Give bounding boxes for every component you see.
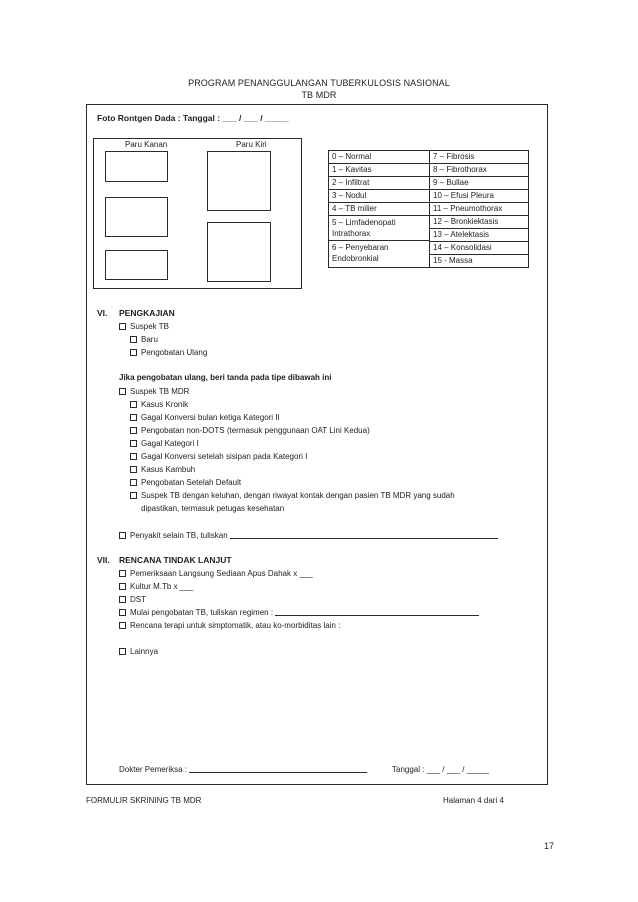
followup-label: Rencana terapi untuk simptomatik, atau ko-morbiditas lain : bbox=[130, 621, 341, 630]
option-checkbox[interactable] bbox=[130, 477, 241, 488]
checkbox-icon[interactable] bbox=[119, 622, 126, 629]
checkbox-icon[interactable] bbox=[130, 349, 137, 356]
checkbox-icon[interactable] bbox=[130, 427, 137, 434]
suspek-tb-checkbox[interactable] bbox=[119, 321, 169, 332]
right-lung-upper-box[interactable] bbox=[105, 151, 168, 182]
regimen-line[interactable] bbox=[275, 615, 479, 616]
followup-label: Pemeriksaan Langsung Sediaan Apus Dahak x ___ bbox=[130, 569, 313, 578]
legend-item: 12 – Bronkiektasis bbox=[430, 216, 528, 229]
legend-item: 2 – Infiltrat bbox=[329, 177, 429, 190]
option-checkbox[interactable] bbox=[130, 438, 199, 449]
left-lung-upper-box[interactable] bbox=[207, 151, 271, 211]
followup-checkbox[interactable] bbox=[119, 594, 146, 605]
followup-label: Kultur M.Tb x ___ bbox=[130, 582, 194, 591]
checkbox-icon[interactable] bbox=[119, 648, 126, 655]
followup-checkbox[interactable] bbox=[119, 581, 193, 592]
checkbox-icon[interactable] bbox=[130, 414, 137, 421]
checkbox-icon[interactable] bbox=[119, 388, 126, 395]
option-label: Gagal Konversi setelah sisipan pada Kategori I bbox=[141, 452, 308, 461]
option-checkbox[interactable] bbox=[130, 464, 195, 475]
checkbox-icon[interactable] bbox=[130, 453, 137, 460]
legend-item: 14 – Konsolidasi bbox=[430, 242, 528, 255]
suspek-mdr-checkbox[interactable] bbox=[119, 386, 189, 397]
option-label: Gagal Konversi bulan ketiga Kategori II bbox=[141, 413, 280, 422]
option-checkbox[interactable] bbox=[130, 451, 307, 462]
option-label: Pengobatan Setelah Default bbox=[141, 478, 242, 487]
checkbox-icon[interactable] bbox=[130, 479, 137, 486]
followup-checkbox[interactable] bbox=[119, 568, 313, 579]
legend-item: 1 – Kavitas bbox=[329, 164, 429, 177]
baru-label: Baru bbox=[141, 335, 158, 344]
other-disease-line[interactable] bbox=[230, 538, 498, 539]
document-subtitle: TB MDR bbox=[301, 90, 337, 100]
checkbox-icon[interactable] bbox=[130, 440, 137, 447]
doctor-line[interactable] bbox=[189, 772, 367, 773]
section-7-number: VII. bbox=[97, 555, 110, 565]
suspek-tb-label: Suspek TB bbox=[130, 322, 169, 331]
checkbox-icon[interactable] bbox=[119, 570, 126, 577]
pengobatan-ulang-label: Pengobatan Ulang bbox=[141, 348, 208, 357]
option-checkbox[interactable] bbox=[130, 399, 188, 410]
checkbox-icon[interactable] bbox=[130, 336, 137, 343]
section-6-number: VI. bbox=[97, 308, 108, 318]
option-continuation: dipastikan, termasuk petugas kesehatan bbox=[141, 504, 285, 513]
legend-item: 5 – Limfadenopati Intrathorax bbox=[329, 216, 429, 241]
checkbox-icon[interactable] bbox=[119, 596, 126, 603]
followup-label: Mulai pengobatan TB, tuliskan regimen : bbox=[130, 608, 274, 617]
checkbox-icon[interactable] bbox=[119, 323, 126, 330]
followup-checkbox[interactable] bbox=[119, 620, 340, 631]
xray-legend bbox=[328, 150, 529, 268]
checkbox-icon[interactable] bbox=[130, 492, 137, 499]
right-lung-middle-box[interactable] bbox=[105, 197, 168, 237]
suspek-mdr-label: Suspek TB MDR bbox=[130, 387, 190, 396]
option-label: Kasus Kambuh bbox=[141, 465, 196, 474]
legend-item: 15 - Massa bbox=[433, 256, 473, 265]
section-7-title: RENCANA TINDAK LANJUT bbox=[119, 555, 232, 565]
legend-item: 3 – Nodul bbox=[329, 190, 429, 203]
xray-date-label: Foto Rontgen Dada : Tanggal : ___ / ___ / _____ bbox=[97, 113, 289, 123]
legend-item: 13 – Atelektasis bbox=[430, 229, 528, 242]
retreatment-instruction: Jika pengobatan ulang, beri tanda pada tipe dibawah ini bbox=[119, 373, 332, 382]
legend-item: 0 – Normal bbox=[329, 151, 429, 164]
right-lung-label: Paru Kanan bbox=[125, 140, 168, 149]
checkbox-icon[interactable] bbox=[119, 609, 126, 616]
legend-item: 4 – TB milier bbox=[329, 203, 429, 216]
legend-item: 10 – Efusi Pleura bbox=[430, 190, 528, 203]
checkbox-icon[interactable] bbox=[130, 466, 137, 473]
lainnya-label: Lainnya bbox=[130, 647, 159, 656]
doctor-signature-field[interactable] bbox=[119, 764, 367, 775]
option-label: Gagal Kategori I bbox=[141, 439, 199, 448]
legend-item: 6 – Penyebaran Endobronkial bbox=[332, 243, 389, 263]
legend-item: 7 – Fibrosis bbox=[430, 151, 528, 164]
signature-date[interactable]: Tanggal : ___ / ___ / _____ bbox=[392, 765, 489, 774]
option-checkbox[interactable] bbox=[130, 412, 280, 423]
checkbox-icon[interactable] bbox=[130, 401, 137, 408]
followup-label: DST bbox=[130, 595, 146, 604]
legend-item: 8 – Fibrothorax bbox=[430, 164, 528, 177]
section-6-title: PENGKAJIAN bbox=[119, 308, 175, 318]
legend-item: 11 – Pneumothorax bbox=[430, 203, 528, 216]
option-label: Kasus Kronik bbox=[141, 400, 189, 409]
document-title: PROGRAM PENANGGULANGAN TUBERKULOSIS NASIONAL bbox=[188, 78, 450, 88]
option-label: Pengobatan non-DOTS (termasuk penggunaan OAT Lini Kedua) bbox=[141, 426, 370, 435]
checkbox-icon[interactable] bbox=[119, 532, 126, 539]
other-disease-field[interactable] bbox=[119, 530, 498, 541]
followup-checkbox[interactable] bbox=[119, 607, 479, 618]
checkbox-icon[interactable] bbox=[119, 583, 126, 590]
option-label: Suspek TB dengan keluhan, dengan riwayat kontak dengan pasien TB MDR yang sudah bbox=[141, 491, 455, 500]
option-checkbox[interactable] bbox=[130, 425, 370, 436]
other-disease-label: Penyakit selain TB, tuliskan bbox=[130, 531, 228, 540]
doctor-label: Dokter Pemeriksa : bbox=[119, 765, 188, 774]
page-number: 17 bbox=[544, 841, 555, 851]
pengobatan-ulang-checkbox[interactable] bbox=[130, 347, 207, 358]
page-indicator: Halaman 4 dari 4 bbox=[443, 796, 504, 805]
form-name: FORMULIR SKRINING TB MDR bbox=[86, 796, 202, 805]
right-lung-lower-box[interactable] bbox=[105, 250, 168, 280]
left-lung-lower-box[interactable] bbox=[207, 222, 271, 282]
legend-item: 9 – Bullae bbox=[430, 177, 528, 190]
left-lung-label: Paru Kiri bbox=[236, 140, 267, 149]
option-checkbox[interactable] bbox=[130, 490, 455, 501]
baru-checkbox[interactable] bbox=[130, 334, 158, 345]
lainnya-checkbox[interactable] bbox=[119, 646, 158, 657]
